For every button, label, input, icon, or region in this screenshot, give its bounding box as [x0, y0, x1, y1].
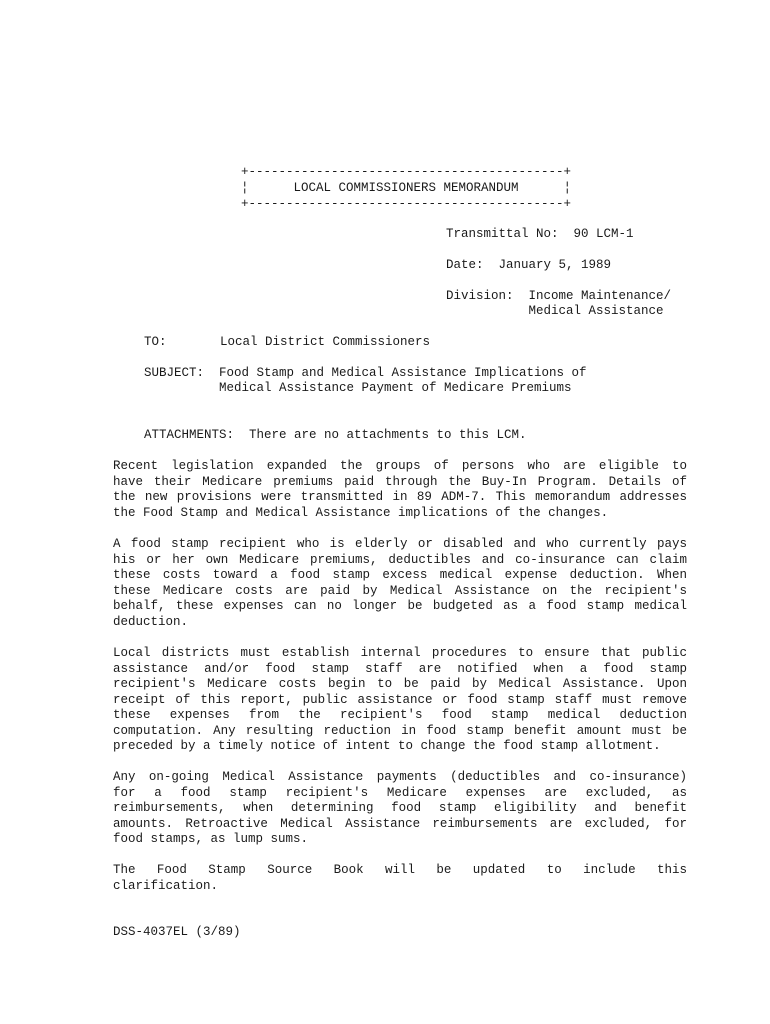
paragraph-line: recipient's Medicare costs begin to be paid by Medical Assistance. Upon — [113, 677, 687, 691]
paragraph-line: A food stamp recipient who is elderly or disabled and who currently pays — [113, 537, 687, 551]
subject-label: SUBJECT: — [144, 366, 205, 380]
memo-box-bottom-border: +------------------------------------------+ — [241, 197, 572, 211]
memo-box-top-border: +------------------------------------------+ — [241, 165, 572, 179]
paragraph-line: computation. Any resulting reduction in food stamp benefit amount must be — [113, 723, 687, 738]
paragraph-line: deduction. — [113, 614, 189, 629]
paragraph-line: these costs toward a food stamp excess medical expense deduction. When — [113, 568, 687, 582]
paragraph-procedures — [113, 646, 687, 755]
paragraph-line: these Medicare costs are paid by Medical Assistance on the recipient's — [113, 583, 687, 598]
transmittal-number: Transmittal No: 90 LCM-1 — [446, 227, 634, 241]
paragraph-line: Any on-going Medical Assistance payments (deductibles and co-insurance) — [113, 770, 687, 784]
form-number-footer: DSS-4037EL (3/89) — [113, 925, 241, 939]
paragraph-source-book — [113, 863, 687, 894]
paragraph-line: clarification. — [113, 878, 219, 893]
subject-line-2: Medical Assistance Payment of Medicare Premiums — [219, 381, 572, 395]
memo-date: Date: January 5, 1989 — [446, 258, 612, 272]
paragraph-line: food stamps, as lump sums. — [113, 832, 309, 846]
paragraph-line: Recent legislation expanded the groups of persons who are eligible to — [113, 459, 687, 473]
paragraph-line: reimbursements, when determining food stamp eligibility and benefit — [113, 801, 687, 815]
paragraph-legislation — [113, 459, 687, 521]
paragraph-ongoing-payments — [113, 770, 687, 848]
paragraph-line: the new provisions were transmitted in 89 ADM-7. This memorandum addresses — [113, 490, 687, 504]
division-line-1: Division: Income Maintenance/ — [446, 289, 672, 303]
paragraph-line: behalf, these expenses can no longer be budgeted as a food stamp medical — [113, 599, 687, 613]
paragraph-line: these expenses from the recipient's food stamp medical deduction — [113, 708, 687, 722]
paragraph-line: preceded by a timely notice of intent to change the food stamp allotment. — [113, 739, 661, 753]
paragraph-line: have their Medicare premiums paid through the Buy-In Program. Details of — [113, 474, 687, 489]
paragraph-line: receipt of this report, public assistance or food stamp staff must remove — [113, 692, 687, 707]
paragraph-line: for a food stamp recipient's Medicare expenses are excluded, as — [113, 785, 687, 800]
paragraph-line: amounts. Retroactive Medical Assistance reimbursements are excluded, for — [113, 816, 687, 831]
division-line-2: Medical Assistance — [446, 304, 664, 318]
paragraph-line: The Food Stamp Source Book will be updated to include this — [113, 863, 687, 877]
to-label: TO: — [144, 335, 167, 349]
paragraph-line: his or her own Medicare premiums, deductibles and co-insurance can claim — [113, 552, 687, 567]
memo-title: ¦ LOCAL COMMISSIONERS MEMORANDUM ¦ — [241, 181, 572, 195]
paragraph-line: Local districts must establish internal procedures to ensure that public — [113, 646, 687, 660]
paragraph-deduction — [113, 537, 687, 630]
paragraph-line: assistance and/or food stamp staff are notified when a food stamp — [113, 661, 687, 676]
subject-line-1: Food Stamp and Medical Assistance Implications of — [219, 366, 587, 380]
attachments-line: ATTACHMENTS: There are no attachments to this LCM. — [144, 428, 527, 442]
paragraph-line: the Food Stamp and Medical Assistance implications of the changes. — [113, 505, 609, 520]
to-value: Local District Commissioners — [220, 335, 431, 349]
